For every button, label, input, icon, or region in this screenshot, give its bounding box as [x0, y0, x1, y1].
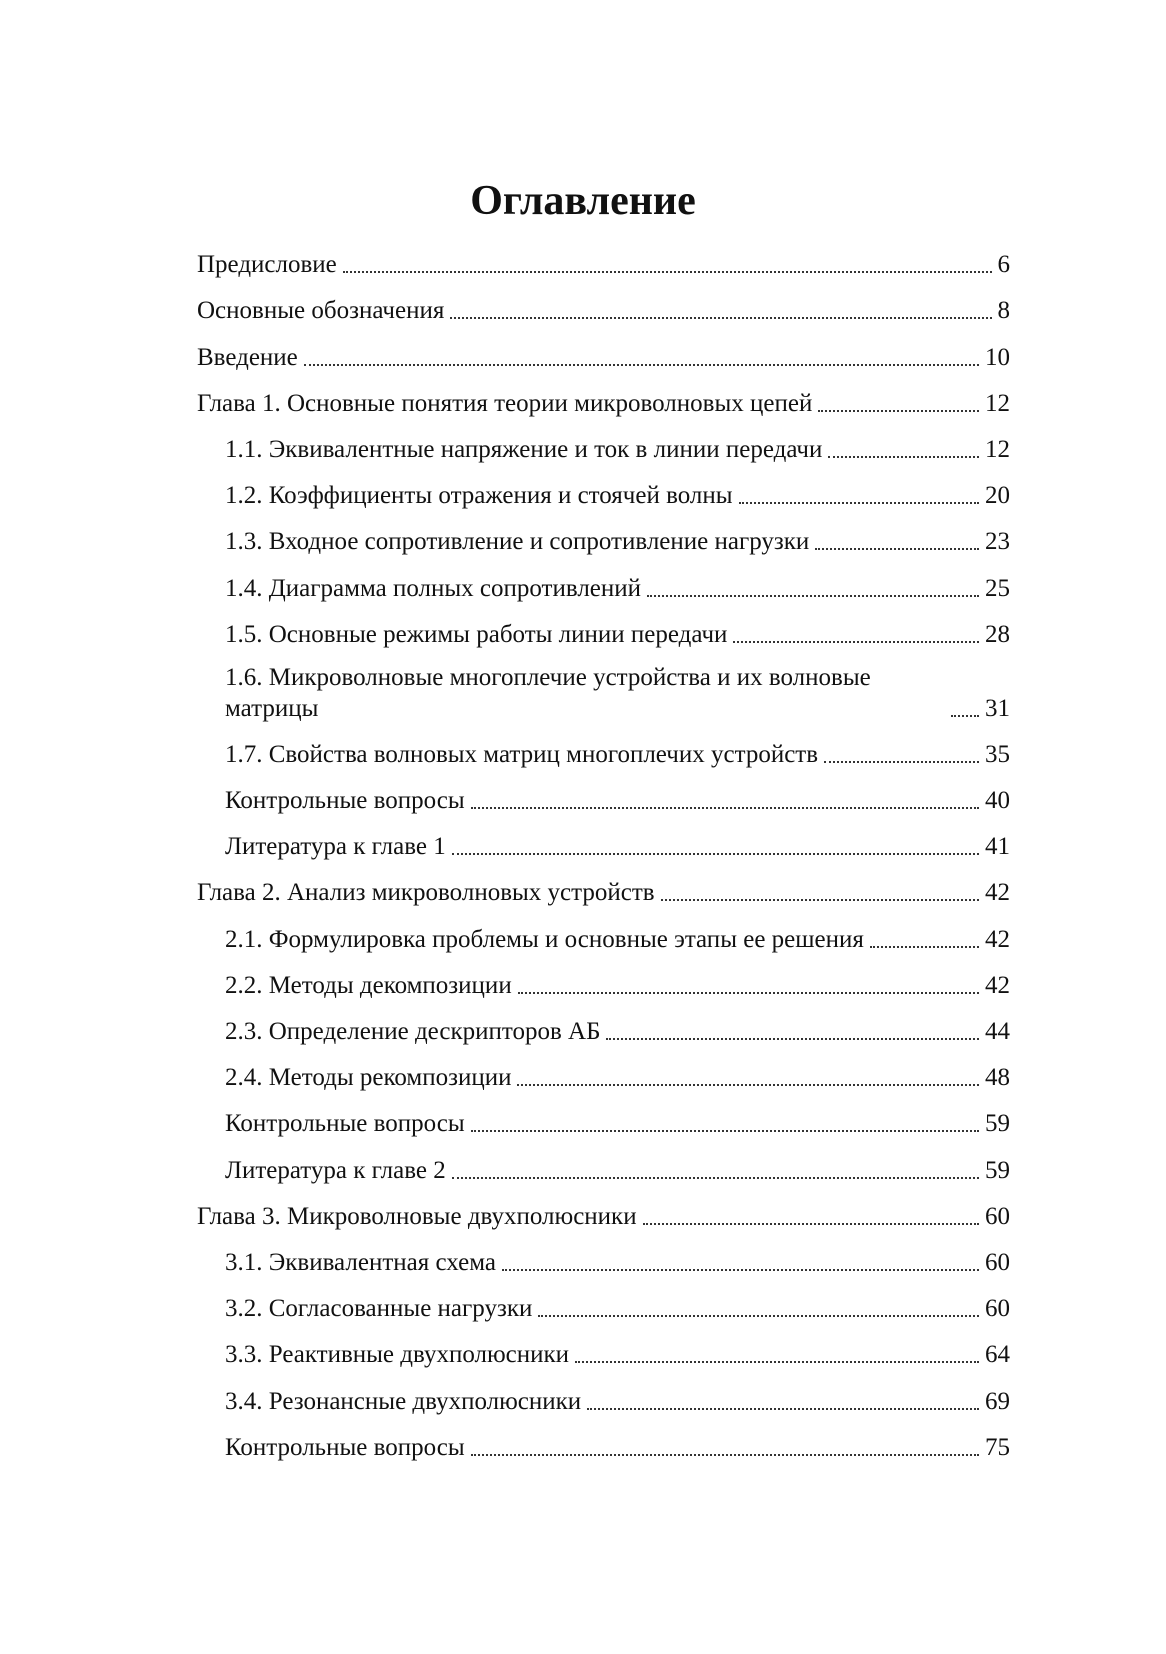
toc-entry-title: Контрольные вопросы [225, 1110, 465, 1138]
toc-entry [197, 469, 1010, 515]
dot-leader [870, 946, 979, 948]
toc-entry-title: 3.2. Согласованные нагрузки [225, 1295, 533, 1323]
toc-entry [197, 820, 1010, 866]
dot-leader [739, 502, 979, 504]
toc-entry-page: 42 [985, 925, 1010, 953]
dot-leader [471, 1130, 979, 1132]
toc-entry [197, 654, 1010, 728]
dot-leader [815, 548, 979, 550]
toc-entry [197, 561, 1010, 607]
toc-entry-page: 64 [985, 1341, 1010, 1369]
toc-entry [197, 1374, 1010, 1420]
dot-leader [828, 456, 979, 458]
dot-leader [643, 1223, 979, 1225]
toc-entry-title: Введение [197, 343, 298, 371]
toc-entry [197, 959, 1010, 1005]
toc-entry-page: 41 [985, 833, 1010, 861]
dot-leader [818, 410, 979, 412]
toc-entry [197, 330, 1010, 376]
toc-entry-title: 3.1. Эквивалентная схема [225, 1248, 496, 1276]
toc-entry [197, 515, 1010, 561]
toc-entry-page: 42 [985, 879, 1010, 907]
dot-leader [951, 715, 979, 717]
toc-entry-page: 44 [985, 1018, 1010, 1045]
dot-leader [538, 1315, 979, 1317]
toc-entry-page: 60 [985, 1248, 1010, 1276]
toc-entry-title: Глава 2. Анализ микроволновых устройств [197, 879, 655, 907]
toc-entry-title: 1.6. Микроволновые многоплечие устройства и их волновые матрицы [225, 663, 871, 722]
toc-entry-title: 1.5. Основные режимы работы линии передачи [225, 620, 728, 648]
dot-leader [471, 1454, 979, 1456]
toc-entry-title: Глава 1. Основные понятия теории микроволновых цепей [197, 389, 813, 417]
dot-leader [518, 992, 979, 994]
toc-entry-page: 31 [985, 694, 1010, 722]
toc-entry-title: Контрольные вопросы [225, 1433, 465, 1461]
toc-entry-title: 1.7. Свойства волновых матриц многоплечих устройств [225, 740, 819, 768]
toc-entry [197, 608, 1010, 654]
toc-entry-page: 25 [985, 574, 1010, 602]
table-of-contents [197, 238, 1010, 1467]
toc-entry-page: 40 [985, 787, 1010, 815]
toc-entry [197, 1421, 1010, 1467]
toc-entry-page: 8 [997, 297, 1010, 325]
toc-entry [197, 866, 1010, 912]
dot-leader [606, 1038, 979, 1040]
toc-entry-title: 3.3. Реактивные двухполюсники [225, 1341, 570, 1369]
dot-leader [452, 1177, 979, 1179]
toc-entry-title: 2.4. Методы рекомпозиции [225, 1064, 512, 1092]
dot-leader [587, 1408, 979, 1410]
toc-entry-title: 3.4. Резонансные двухполюсники [225, 1387, 582, 1415]
dot-leader [502, 1269, 979, 1271]
toc-entry-title: 2.1. Формулировка проблемы и основные этапы ее решения [225, 925, 864, 953]
dot-leader [471, 807, 979, 809]
dot-leader [824, 761, 979, 763]
toc-entry [197, 728, 1010, 774]
toc-entry [197, 377, 1010, 423]
page-title: Оглавление [470, 178, 696, 224]
dot-leader [304, 364, 979, 366]
toc-entry-page: 48 [985, 1064, 1010, 1092]
toc-entry [197, 1190, 1010, 1236]
toc-entry-page: 23 [985, 528, 1010, 556]
toc-entry-page: 69 [985, 1387, 1010, 1415]
toc-entry-title: 1.2. Коэффициенты отражения и стоячей волны [225, 482, 733, 510]
toc-entry-title: 1.4. Диаграмма полных сопротивлений [225, 574, 642, 602]
dot-leader [343, 271, 992, 273]
toc-entry-page: 12 [985, 435, 1010, 463]
toc-entry-page: 12 [985, 389, 1010, 417]
toc-entry-title: Контрольные вопросы [225, 787, 465, 815]
toc-entry-page: 75 [985, 1433, 1010, 1461]
toc-entry [197, 423, 1010, 469]
toc-entry-page: 60 [985, 1295, 1010, 1323]
toc-entry-page: 59 [985, 1156, 1010, 1184]
toc-entry-title: Глава 3. Микроволновые двухполюсники [197, 1202, 637, 1230]
toc-entry-page: 35 [985, 740, 1010, 768]
toc-entry-title: Предисловие [197, 251, 337, 279]
toc-entry [197, 238, 1010, 284]
dot-leader [452, 853, 979, 855]
toc-entry [197, 912, 1010, 958]
toc-entry-page: 6 [997, 251, 1010, 279]
dot-leader [661, 899, 979, 901]
toc-entry-page: 20 [985, 482, 1010, 510]
dot-leader [575, 1361, 979, 1363]
toc-entry-title: Основные обозначения [197, 297, 445, 325]
toc-entry-title: 2.3. Определение дескрипторов АБ [225, 1018, 601, 1045]
dot-leader [517, 1084, 979, 1086]
dot-leader [450, 317, 991, 319]
toc-entry-title: Литература к главе 1 [225, 833, 446, 861]
toc-entry-page: 10 [985, 343, 1010, 371]
toc-entry-title: Литература к главе 2 [225, 1156, 446, 1184]
dot-leader [733, 641, 979, 643]
toc-entry-title: 1.1. Эквивалентные напряжение и ток в линии передачи [225, 435, 823, 463]
toc-entry [197, 1143, 1010, 1189]
toc-entry [197, 1005, 1010, 1051]
toc-entry-page: 28 [985, 620, 1010, 648]
toc-entry-title: 2.2. Методы декомпозиции [225, 971, 512, 999]
toc-entry-page: 42 [985, 971, 1010, 999]
toc-entry [197, 284, 1010, 330]
toc-entry-title: 1.3. Входное сопротивление и сопротивление нагрузки [225, 528, 810, 556]
toc-entry [197, 1328, 1010, 1374]
toc-entry-page: 59 [985, 1110, 1010, 1138]
toc-entry-page: 60 [985, 1202, 1010, 1230]
dot-leader [647, 595, 979, 597]
toc-entry [197, 1282, 1010, 1328]
toc-entry [197, 1097, 1010, 1143]
toc-entry [197, 1236, 1010, 1282]
toc-entry [197, 774, 1010, 820]
toc-entry [197, 1051, 1010, 1097]
